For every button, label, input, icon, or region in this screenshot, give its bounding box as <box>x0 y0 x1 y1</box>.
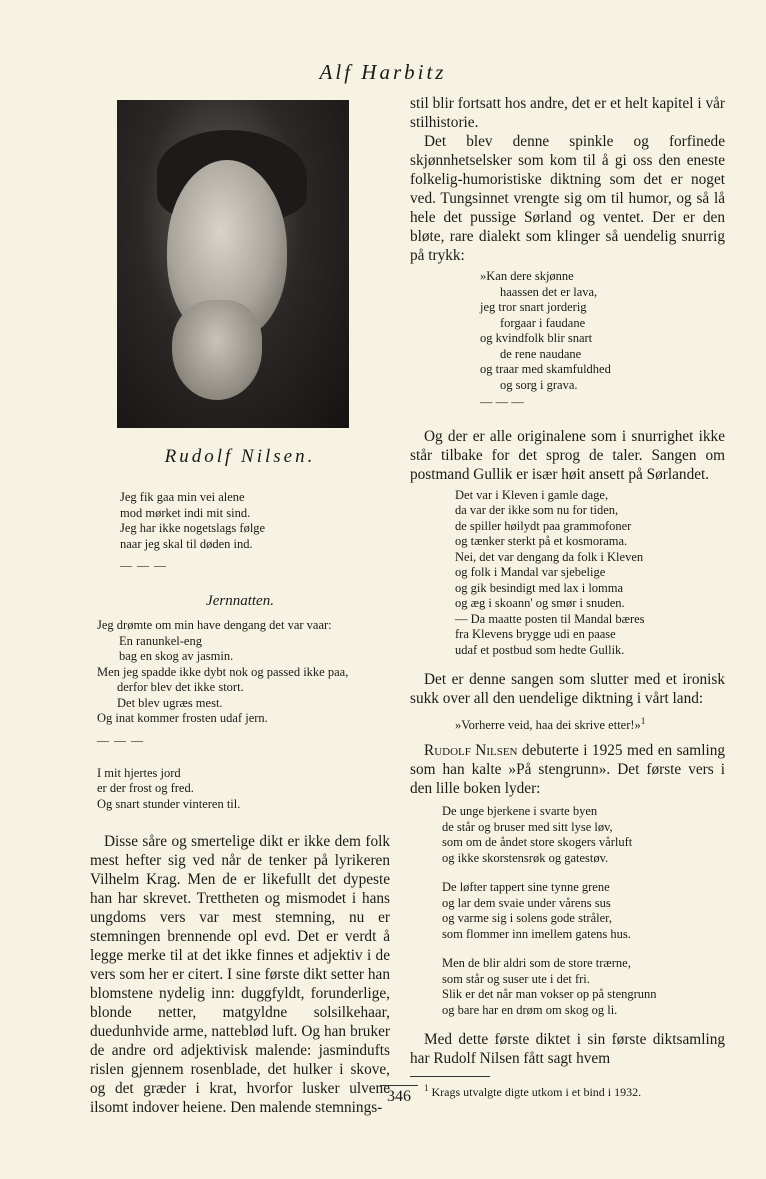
poem-line: og ikke skorstensrøk og gatestøv. <box>442 850 609 865</box>
poem-jernnatten-end <box>97 766 390 813</box>
paragraph-continuation: stil blir fortsatt hos andre, det er et helt kapitel i vår stilhistorie. <box>410 95 725 131</box>
poem-line: som står og suser ute i det fri. <box>442 971 590 986</box>
poem-line: er der frost og fred. <box>97 781 194 795</box>
right-column <box>410 94 725 1100</box>
poem-line: og folk i Mandal var sjebelige <box>455 565 606 579</box>
poem-line: Jeg drømte om min have dengang det var vaar: <box>97 618 332 632</box>
poem-alone: Jeg fik gaa min vei alene mod mørket indi mit sind. Jeg har ikke nogetslags følge naar jeg skal til døden ind. <box>120 490 266 551</box>
poem-line: som om de åndet store skogers vårluft <box>442 835 633 850</box>
poem-line: og sorg i grava. <box>500 377 578 392</box>
poem-dialect <box>480 269 725 411</box>
quote-vorherre <box>455 716 725 733</box>
poem-line: og bare har en drøm om skog og li. <box>442 1002 618 1017</box>
poem-line: I mit hjertes jord <box>97 765 181 780</box>
footnote-number: 1 <box>424 1083 429 1094</box>
footnote-marker: 1 <box>640 716 646 726</box>
paragraph-originals: Og der er alle originalene som i snurrighet ikke står tilbake for det sprog de taler. Sangen om postmand Gullik er især høit ansett på Sørlandet. <box>410 427 725 483</box>
paragraph-closing: Med dette første diktet i sin første diktsamling har Rudolf Nilsen fått sagt hvem <box>410 1031 725 1068</box>
section-dashes: — — — <box>97 732 144 747</box>
poem-line: — Da maatte posten til Mandal bæres <box>455 611 645 626</box>
poem-line: Men de blir aldri som de store trærne, <box>442 956 631 971</box>
photo-hand <box>172 300 262 400</box>
poem-line: »Kan dere skjønne <box>480 269 574 283</box>
poem-line: som flommer inn imellem gatens hus. <box>442 926 631 941</box>
section-dashes: — — — <box>120 558 167 572</box>
poem-line: Det blev ugræs mest. <box>117 695 223 710</box>
poem-line: De løfter tappert sine tynne grene <box>442 880 610 895</box>
poem-line: udaf et postbud som hedte Gullik. <box>455 642 625 657</box>
poem-line: derfor blev det ikke stort. <box>117 680 244 694</box>
page-number: 346 <box>380 1085 418 1106</box>
poem-line: og traar med skamfuldhed <box>480 362 611 376</box>
poem-line: De unge bjerkene i svarte byen <box>442 804 598 819</box>
poem-line: de står og bruser med sitt lyse løv, <box>442 819 613 834</box>
portrait-photo <box>117 100 349 428</box>
poem-line: jeg tror snart jorderig <box>480 300 587 314</box>
section-dashes: — — — <box>480 395 524 409</box>
paragraph-sorland: Det blev denne spinkle og forfinede skjønnhetselsker som kom til å gi oss den eneste folkelig-humoristiske diktning som det er noget ved. Tungsinnet vrengte sig om til humor, og så lå hele det pussige Sørland og ventet. Der er den bløte, rare dialekt som klinger så uendelig snurrig på trykk: <box>410 133 725 264</box>
poem-line: og kvindfolk blir snart <box>480 331 593 345</box>
poem-stengrunn-2 <box>442 880 725 942</box>
footnote <box>424 1083 725 1100</box>
quote-text: »Vorherre veid, haa dei skrive etter!» <box>455 718 641 733</box>
poem-title-jernnatten: Jernnatten. <box>206 593 274 609</box>
debut-text: debuterte i 1925 med en samling som han kalte »På stengrunn». Det første vers i den lille boken lyder: <box>410 742 726 798</box>
poem-jernnatten <box>97 618 390 727</box>
running-head: Alf Harbitz <box>319 60 447 84</box>
poem-line: Slik er det når man vokser op på stengrunn <box>442 987 657 1002</box>
poem-line: og varme sig i solens gode stråler, <box>442 911 612 926</box>
poem-line: og gik besindigt med lax i lomma <box>455 580 624 595</box>
poem-line: Nei, det var dengang da folk i Kleven <box>455 549 644 564</box>
left-body-text: Disse såre og smertelige dikt er ikke dem folk mest hefter sig ved når de tenker på lyrikeren Vilhelm Krag. Men de er likefullt det dypeste han har skrevet. Trettheten og mismodet i hans ungdoms vers var mest stemning, nu er stemningen brennende opl evd. Det er verdt å legge merke til at det ikke finnes et adjektiv i de vers som her er citert. I sine første dikt setter han blomstene nydelig inn: duggfyldt, forunderlige, blonde netter, matgyldne solsilkehaar, duedunhvide arme, natteblød luft. Og han bruker de andre ord adjektivisk malende: jasmindufts rislen gjennem rosenblade, det hulker i skove, og det græder i krat, hvorfor lusker ulvene ilsomt indover heiene. Den malende stemnings- <box>90 833 390 1116</box>
footnote-text: Krags utvalgte digte utkom i et bind i 1932. <box>431 1085 642 1100</box>
poem-line: Det var i Kleven i gamle dage, <box>455 487 609 502</box>
poem-line: Og inat kommer frosten udaf jern. <box>97 711 268 725</box>
poem-line: bag en skog av jasmin. <box>119 649 234 663</box>
poem-line: de rene naudane <box>500 346 582 361</box>
photo-caption: Rudolf Nilsen. <box>164 446 316 467</box>
poem-line: Og snart stunder vinteren til. <box>97 796 241 811</box>
poem-line: og tænker sterkt på et kosmorama. <box>455 534 628 548</box>
poem-line: fra Klevens brygge udi en paase <box>455 627 616 641</box>
author-name: Rudolf Nilsen <box>424 742 518 760</box>
poem-line: og lar dem svaie under vårens sus <box>442 895 611 910</box>
poem-line: En ranunkel-eng <box>119 633 202 648</box>
footnote-rule <box>410 1076 490 1077</box>
poem-line: forgaar i faudane <box>500 315 586 330</box>
left-column <box>90 100 390 1117</box>
poem-line: da var der ikke som nu for tiden, <box>455 503 619 517</box>
poem-line: de spiller høilydt paa grammofoner <box>455 518 632 533</box>
poem-line: Men jeg spadde ikke dybt nok og passed ikke paa, <box>97 664 349 679</box>
poem-gullik <box>455 488 725 659</box>
paragraph-debut <box>410 741 725 798</box>
poem-stengrunn-1 <box>442 804 725 866</box>
paragraph-sigh: Det er denne sangen som slutter med et ironisk sukk over all den uendelige diktning i vårt land: <box>410 671 725 707</box>
poem-stengrunn-3 <box>442 956 725 1018</box>
poem-line: haassen det er lava, <box>500 284 598 299</box>
poem-line: og æg i skoann' og smør i snuden. <box>455 596 625 610</box>
